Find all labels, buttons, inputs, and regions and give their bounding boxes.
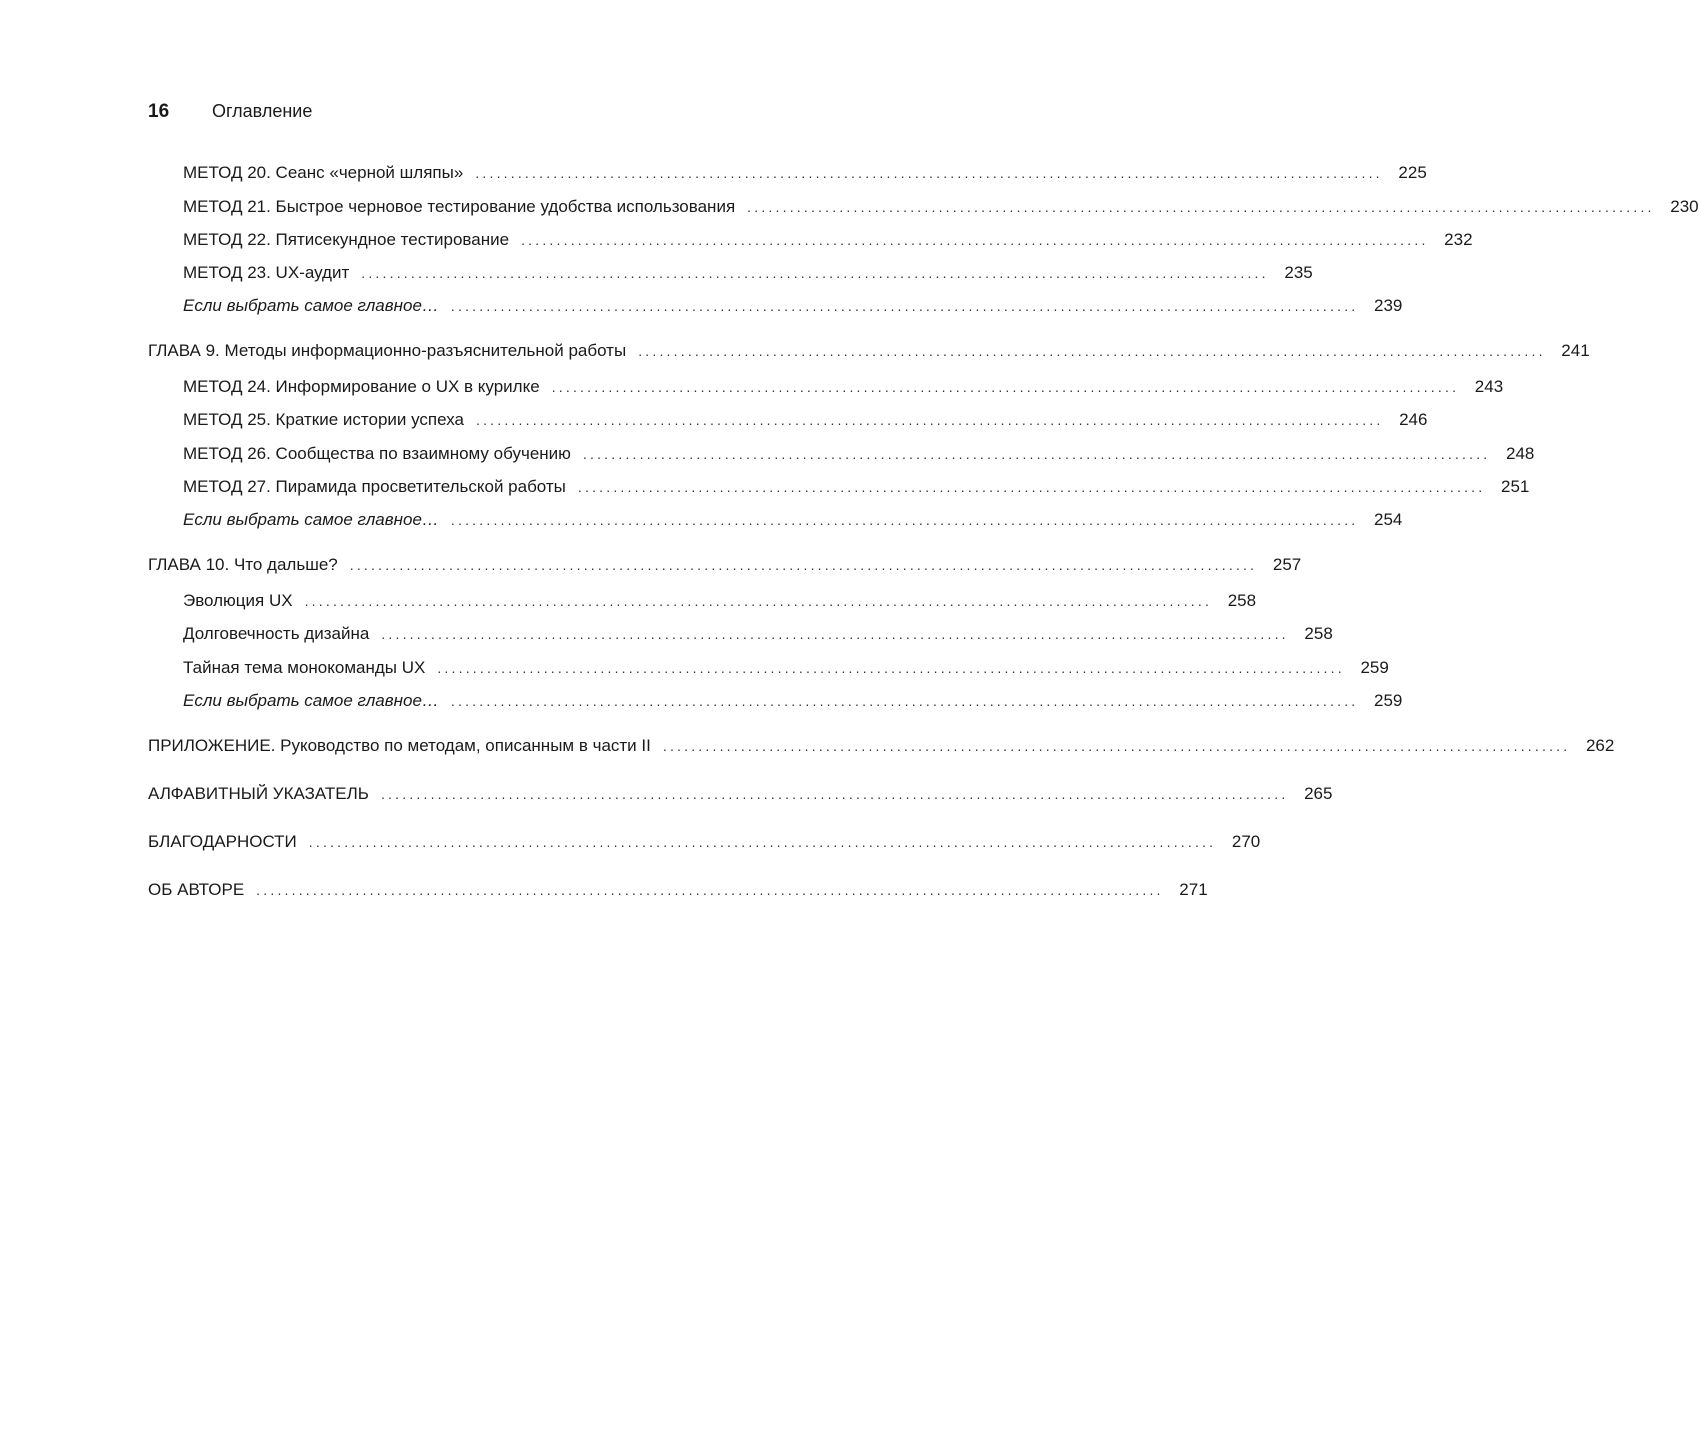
toc-entry-page: 270 bbox=[1231, 832, 1261, 851]
toc-entry-secret-topic[interactable] bbox=[148, 656, 1389, 680]
toc-entry-method-26[interactable] bbox=[148, 442, 1535, 466]
dot-leader: ................................................................................................................................ bbox=[308, 834, 1217, 850]
dot-leader: ................................................................................................................................ bbox=[638, 343, 1546, 359]
toc-entry-title: ОБ АВТОРЕ bbox=[148, 880, 245, 899]
toc-entry-summary-ch10[interactable] bbox=[148, 689, 1403, 713]
dot-leader: ................................................................................................................................ bbox=[361, 265, 1269, 281]
toc-entry-page: 265 bbox=[1304, 784, 1333, 803]
dot-leader: ................................................................................................................................ bbox=[349, 557, 1258, 573]
toc-entry-title: ПРИЛОЖЕНИЕ. Руководство по методам, описанным в части II bbox=[148, 736, 651, 755]
toc-entry-page: 230 bbox=[1670, 197, 1699, 216]
toc-entry-design-longevity[interactable] bbox=[148, 622, 1333, 646]
toc-entry-page: 241 bbox=[1561, 341, 1590, 360]
toc-entry-title: МЕТОД 27. Пирамида просветительской работы bbox=[183, 477, 566, 496]
toc-entry-title: АЛФАВИТНЫЙ УКАЗАТЕЛЬ bbox=[148, 784, 369, 803]
dot-leader: ................................................................................................................................ bbox=[450, 512, 1359, 528]
dot-leader: ................................................................................................................................ bbox=[662, 738, 1571, 754]
toc-entry-page: 248 bbox=[1506, 444, 1535, 463]
toc-entry-method-23[interactable] bbox=[148, 261, 1313, 285]
toc-entry-page: 259 bbox=[1360, 658, 1389, 677]
toc-entry-chapter-10[interactable] bbox=[148, 553, 1302, 577]
toc-entry-page: 235 bbox=[1284, 263, 1313, 282]
dot-leader: ................................................................................................................................ bbox=[304, 593, 1213, 609]
toc-entry-page: 271 bbox=[1179, 880, 1208, 899]
dot-leader: ................................................................................................................................ bbox=[450, 693, 1359, 709]
toc-entry-title: МЕТОД 25. Краткие истории успеха bbox=[183, 410, 464, 429]
toc-entry-page: 232 bbox=[1444, 230, 1473, 249]
toc-entry-page: 259 bbox=[1374, 691, 1403, 710]
dot-leader: ................................................................................................................................ bbox=[582, 446, 1491, 462]
toc-entry-page: 262 bbox=[1585, 736, 1615, 755]
dot-leader: ................................................................................................................................ bbox=[450, 298, 1359, 314]
toc-entry-method-20[interactable] bbox=[148, 161, 1427, 185]
toc-entry-page: 254 bbox=[1374, 510, 1403, 529]
dot-leader: ................................................................................................................................ bbox=[551, 379, 1460, 395]
toc-entry-method-21[interactable] bbox=[148, 195, 1699, 219]
toc-entry-method-24[interactable] bbox=[148, 375, 1504, 399]
dot-leader: ................................................................................................................................ bbox=[475, 165, 1383, 181]
toc-entry-title: ГЛАВА 10. Что дальше? bbox=[148, 555, 338, 574]
toc-entry-chapter-9[interactable] bbox=[148, 339, 1590, 363]
toc-entry-title: МЕТОД 24. Информирование о UX в курилке bbox=[183, 377, 540, 396]
toc-entry-page: 225 bbox=[1398, 163, 1427, 182]
toc-entry-page: 258 bbox=[1304, 624, 1333, 643]
toc-entry-index[interactable] bbox=[148, 782, 1333, 806]
toc-entry-page: 243 bbox=[1474, 377, 1504, 396]
toc-entry-summary-ch9[interactable] bbox=[148, 508, 1403, 532]
toc-entry-ux-evolution[interactable] bbox=[148, 589, 1257, 613]
toc-entry-method-27[interactable] bbox=[148, 475, 1530, 499]
toc-entry-title: ГЛАВА 9. Методы информационно-разъяснительной работы bbox=[148, 341, 627, 360]
toc-entry-acknowledgements[interactable] bbox=[148, 830, 1261, 854]
toc-entry-title: Если выбрать самое главное… bbox=[183, 510, 439, 529]
toc-entry-title: Если выбрать самое главное… bbox=[183, 296, 439, 315]
toc-entry-title: МЕТОД 21. Быстрое черновое тестирование удобства использования bbox=[183, 197, 736, 216]
toc-entry-title: МЕТОД 22. Пятисекундное тестирование bbox=[183, 230, 510, 249]
dot-leader: ................................................................................................................................ bbox=[437, 660, 1345, 676]
toc-entry-title: Если выбрать самое главное… bbox=[183, 691, 439, 710]
dot-leader: ................................................................................................................................ bbox=[256, 882, 1164, 898]
toc-entry-title: МЕТОД 26. Сообщества по взаимному обучению bbox=[183, 444, 571, 463]
dot-leader: ................................................................................................................................ bbox=[380, 786, 1289, 802]
toc-entry-method-22[interactable] bbox=[148, 228, 1473, 252]
dot-leader: ................................................................................................................................ bbox=[521, 232, 1429, 248]
dot-leader: ................................................................................................................................ bbox=[475, 412, 1384, 428]
dot-leader: ................................................................................................................................ bbox=[747, 199, 1655, 215]
page-number: 16 bbox=[148, 101, 170, 122]
toc-entry-method-25[interactable] bbox=[148, 408, 1428, 432]
toc-entry-title: Долговечность дизайна bbox=[183, 624, 370, 643]
toc-entry-title: МЕТОД 20. Сеанс «черной шляпы» bbox=[183, 163, 464, 182]
toc-entry-about-author[interactable] bbox=[148, 878, 1208, 902]
toc-entry-page: 251 bbox=[1501, 477, 1530, 496]
toc-entry-appendix[interactable] bbox=[148, 734, 1615, 758]
toc-entry-title: БЛАГОДАРНОСТИ bbox=[148, 832, 297, 851]
dot-leader: ................................................................................................................................ bbox=[381, 626, 1289, 642]
toc-entry-title: Тайная тема монокоманды UX bbox=[183, 658, 426, 677]
section-title: Оглавление bbox=[212, 101, 313, 121]
toc-entry-summary-ch8[interactable] bbox=[148, 294, 1403, 318]
toc-entry-page: 258 bbox=[1227, 591, 1257, 610]
toc-entry-page: 246 bbox=[1399, 410, 1428, 429]
toc-entry-page: 239 bbox=[1374, 296, 1403, 315]
toc-entry-title: Эволюция UX bbox=[183, 591, 293, 610]
page-header bbox=[148, 99, 312, 124]
toc-entry-page: 257 bbox=[1272, 555, 1302, 574]
toc-entry-title: МЕТОД 23. UX-аудит bbox=[183, 263, 350, 282]
dot-leader: ................................................................................................................................ bbox=[577, 479, 1486, 495]
